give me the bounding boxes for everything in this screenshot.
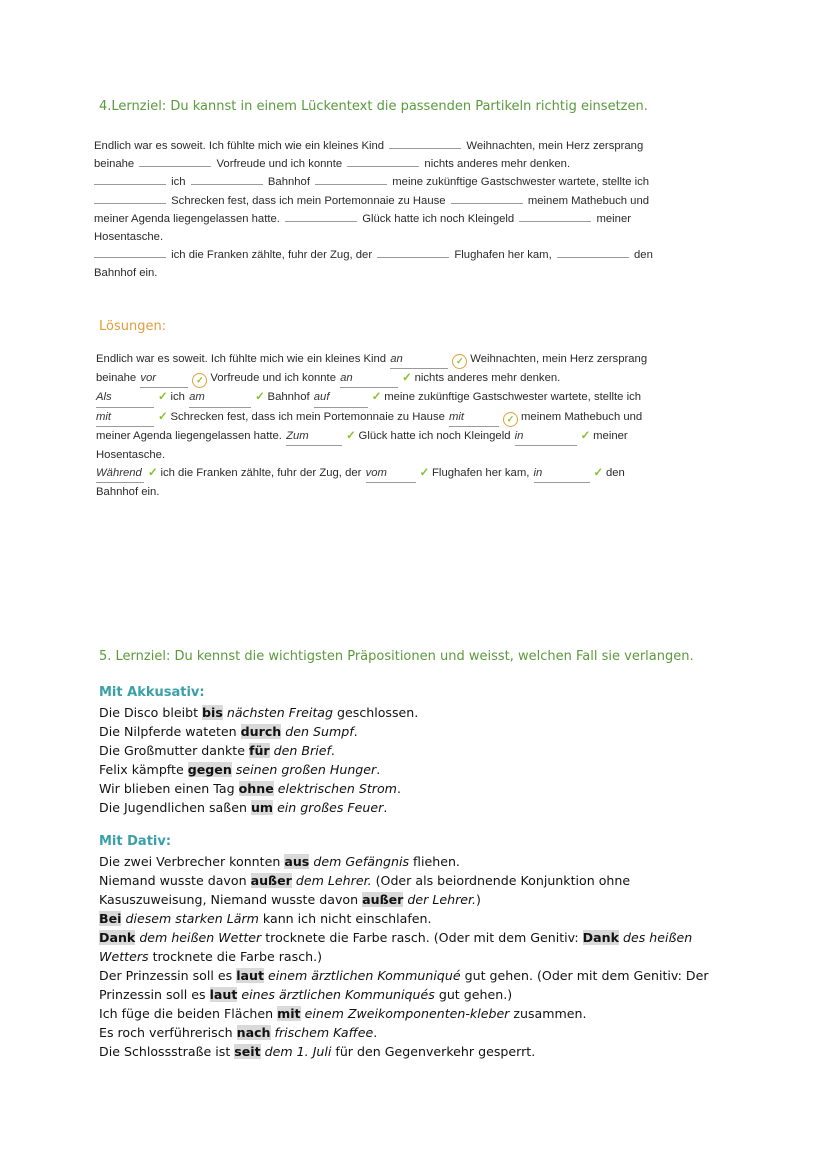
answer: an — [340, 369, 398, 388]
check-icon: ✓ — [402, 372, 412, 385]
check-icon: ✓ — [255, 391, 265, 404]
example-line: Bei diesem starken Lärm kann ich nicht einschlafen. — [99, 911, 432, 926]
check-circle-icon: ✓ — [503, 412, 518, 427]
blank-field[interactable] — [94, 192, 166, 204]
check-icon: ✓ — [419, 467, 430, 480]
exercise-text: Endlich war es soweit. Ich fühlte mich wie ein kleines Kind Weihnachten, mein Herz zersprang beinahe Vorfreude und ich konnte nichts anderes mehr denken. ich Bahnhof meine zukünftige Gastschwester wartete, stellte ich Schrecken fest, dass ich mein Portemonnaie zu Hause meinem Mathebuch und meiner Agenda liegengelassen hatte. Glück hatte ich noch Kleingeld meiner Hosentasche. ich die Franken zählte, fuhr der Zug, der Flughafen her kam, den Bahnhof ein. — [94, 137, 704, 283]
answer: vor — [140, 369, 188, 388]
example-line: Der Prinzessin soll es laut einem ärztlichen Kommuniqué gut gehen. (Oder mit dem Genitiv: Der Prinzessin soll es laut eines ärztlichen Kommuniqués gut gehen.) — [99, 968, 709, 1002]
example-line: Die zwei Verbrecher konnten aus dem Gefängnis fliehen. — [99, 854, 460, 869]
blank-field[interactable] — [285, 210, 357, 222]
blank-field[interactable] — [451, 192, 523, 204]
blank-field[interactable] — [139, 155, 211, 167]
blank-field[interactable] — [191, 173, 263, 185]
akkusativ-heading: Mit Akkusativ: — [99, 685, 205, 700]
section5-title: 5. Lernziel: Du kennst die wichtigsten Präpositionen und weisst, welchen Fall sie verlangen. — [99, 649, 694, 664]
blank-field[interactable] — [347, 155, 419, 167]
solutions-title: Lösungen: — [99, 319, 167, 334]
blank-field[interactable] — [94, 246, 166, 258]
example-line: Die Großmutter dankte für den Brief. — [99, 743, 335, 758]
check-icon: ✓ — [580, 429, 591, 442]
answer: auf — [314, 388, 368, 407]
check-icon: ✓ — [346, 429, 356, 442]
akkusativ-list — [99, 703, 739, 817]
blank-field[interactable] — [94, 173, 166, 185]
dativ-heading: Mit Dativ: — [99, 834, 172, 849]
answer: Während — [96, 464, 144, 483]
check-icon: ✓ — [158, 391, 168, 404]
solution-text: Endlich war es soweit. Ich fühlte mich wie ein kleines Kind an ✓ Weihnachten, mein Herz zersprang beinahe vor ✓ Vorfreude und ich konnte an ✓ nichts anderes mehr denken. Als ✓ ich am ✓ Bahnhof auf ✓ meine zukünftige Gastschwester wartete, stellte ich mit ✓ Schrecken fest, dass ich mein Portemonnaie zu Hause mit ✓ meinem Mathebuch und meiner Agenda liegengelassen hatte. Zum ✓ Glück hatte ich noch Kleingeld in ✓ meiner Hosentasche. Während ✓ ich die Franken zählte, fuhr der Zug, der vom ✓ Flughafen her kam, in ✓ den Bahnhof ein. — [96, 350, 706, 502]
check-circle-icon: ✓ — [192, 373, 207, 388]
answer: an — [390, 350, 448, 369]
answer: am — [189, 388, 251, 407]
example-line: Felix kämpfte gegen seinen großen Hunger. — [99, 762, 381, 777]
answer: mit — [96, 408, 154, 427]
example-line: Die Schlossstraße ist seit dem 1. Juli für den Gegenverkehr gesperrt. — [99, 1044, 536, 1059]
example-line: Ich füge die beiden Flächen mit einem Zweikomponenten-kleber zusammen. — [99, 1006, 587, 1021]
example-line: Dank dem heißen Wetter trocknete die Farbe rasch. (Oder mit dem Genitiv: Dank des heißen Wetters trocknete die Farbe rasch.) — [99, 930, 693, 964]
blank-field[interactable] — [389, 137, 461, 149]
example-line: Niemand wusste davon außer dem Lehrer. (Oder als beiordnende Konjunktion ohne Kasuszuweisung, Niemand wusste davon außer der Lehrer.) — [99, 873, 631, 907]
answer: in — [515, 427, 577, 446]
example-line: Es roch verführerisch nach frischem Kaffee. — [99, 1025, 378, 1040]
blank-field[interactable] — [315, 173, 387, 185]
blank-field[interactable] — [377, 246, 449, 258]
answer: vom — [366, 464, 416, 483]
blank-field[interactable] — [557, 246, 629, 258]
answer: Als — [96, 388, 154, 407]
check-icon: ✓ — [158, 410, 168, 423]
example-line: Die Nilpferde wateten durch den Sumpf. — [99, 724, 358, 739]
check-circle-icon: ✓ — [452, 354, 467, 369]
answer: Zum — [286, 427, 342, 446]
blank-field[interactable] — [519, 210, 591, 222]
example-line: Wir blieben einen Tag ohne elektrischen Strom. — [99, 781, 401, 796]
dativ-list — [99, 852, 739, 1061]
answer: mit — [449, 408, 499, 427]
example-line: Die Disco bleibt bis nächsten Freitag geschlossen. — [99, 705, 419, 720]
example-line: Die Jugendlichen saßen um ein großes Feuer. — [99, 800, 388, 815]
check-icon: ✓ — [148, 467, 158, 480]
section4-title: 4.Lernziel: Du kannst in einem Lückentext die passenden Partikeln richtig einsetzen. — [99, 99, 648, 114]
check-icon: ✓ — [371, 391, 382, 404]
check-icon: ✓ — [593, 467, 603, 480]
answer: in — [534, 464, 590, 483]
